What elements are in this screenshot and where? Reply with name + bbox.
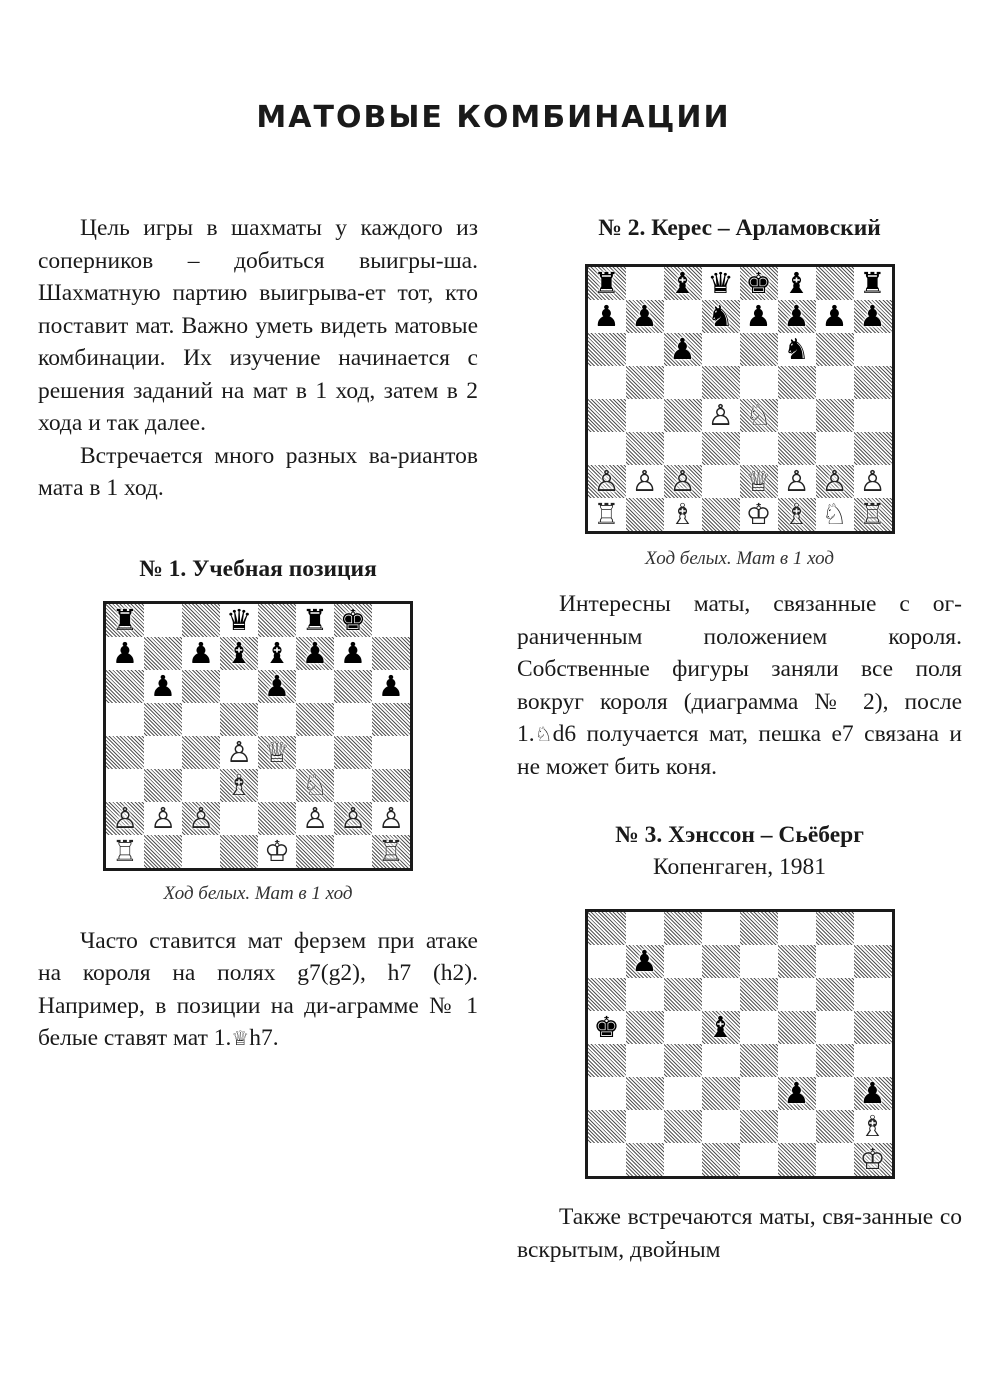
square-c2 — [182, 802, 220, 835]
square-b8 — [626, 912, 664, 945]
square-g6 — [334, 670, 372, 703]
square-f8 — [778, 267, 816, 300]
square-b2 — [626, 465, 664, 498]
square-f6 — [778, 978, 816, 1011]
square-d2 — [220, 802, 258, 835]
square-e7 — [740, 300, 778, 333]
square-a4 — [588, 1044, 626, 1077]
square-e3 — [740, 432, 778, 465]
square-f6 — [296, 670, 334, 703]
square-e6 — [740, 978, 778, 1011]
square-e7 — [740, 945, 778, 978]
square-a6 — [106, 670, 144, 703]
white-pawn-icon: ♙ — [859, 464, 886, 498]
white-queen-icon: ♕ — [231, 1026, 250, 1050]
square-f1 — [296, 835, 334, 868]
square-b5 — [144, 703, 182, 736]
square-d6 — [220, 670, 258, 703]
square-f4 — [778, 1044, 816, 1077]
square-h6 — [372, 670, 410, 703]
square-h4 — [854, 1044, 892, 1077]
square-c7 — [664, 945, 702, 978]
square-h7 — [854, 300, 892, 333]
black-bishop-icon: ♝ — [669, 266, 696, 300]
square-d1 — [702, 1143, 740, 1176]
black-pawn-icon: ♟ — [783, 299, 810, 333]
square-g5 — [816, 366, 854, 399]
square-g3 — [816, 432, 854, 465]
square-g4 — [816, 1044, 854, 1077]
square-a6 — [588, 333, 626, 366]
white-pawn-icon: ♙ — [593, 464, 620, 498]
white-bishop-icon: ♗ — [226, 767, 252, 802]
black-bishop-icon: ♝ — [783, 266, 810, 300]
square-g5 — [334, 703, 372, 736]
square-h7 — [854, 945, 892, 978]
variants-paragraph: Встречается много разных ва-риантов мата в 1 ход. — [38, 442, 478, 501]
square-a2 — [588, 1110, 626, 1143]
square-a3 — [588, 1077, 626, 1110]
square-b1 — [144, 835, 182, 868]
black-pawn-icon: ♟ — [783, 1076, 810, 1110]
square-d1 — [702, 498, 740, 531]
square-b5 — [626, 1011, 664, 1044]
square-g6 — [816, 978, 854, 1011]
diagram-2-title: № 2. Керес – Арламовский — [598, 215, 881, 241]
square-d4 — [702, 399, 740, 432]
square-f2 — [296, 802, 334, 835]
black-pawn-icon: ♟ — [859, 1076, 886, 1110]
diagram-1-caption: Ход белых. Мат в 1 ход — [163, 882, 353, 904]
black-pawn-icon: ♟ — [302, 635, 328, 670]
square-f8 — [296, 604, 334, 637]
restricted-king-text: Интересны маты, связанные с ог-раниченным положением короля. Собственные фигуры заняли все поля вокруг короля (диаграмма № 2), после 1. — [517, 591, 962, 747]
square-f2 — [778, 1110, 816, 1143]
square-c1 — [664, 1143, 702, 1176]
white-pawn-icon: ♙ — [188, 800, 214, 835]
square-e8 — [740, 267, 778, 300]
square-f5 — [296, 703, 334, 736]
square-b2 — [144, 802, 182, 835]
square-g2 — [334, 802, 372, 835]
white-pawn-icon: ♙ — [226, 734, 252, 769]
square-f1 — [778, 1143, 816, 1176]
white-pawn-icon: ♙ — [378, 800, 404, 835]
square-g1 — [816, 498, 854, 531]
square-h4 — [372, 736, 410, 769]
square-c1 — [664, 498, 702, 531]
queen-mate-move: h7. — [249, 1025, 279, 1051]
square-a8 — [106, 604, 144, 637]
square-f7 — [296, 637, 334, 670]
square-a3 — [588, 432, 626, 465]
square-d7 — [702, 945, 740, 978]
white-rook-icon: ♖ — [378, 833, 404, 868]
square-g4 — [816, 399, 854, 432]
square-f8 — [778, 912, 816, 945]
square-b1 — [626, 1143, 664, 1176]
white-bishop-icon: ♗ — [859, 1109, 886, 1143]
square-h3 — [854, 432, 892, 465]
black-king-icon: ♚ — [593, 1010, 620, 1044]
left-column — [38, 212, 478, 1055]
square-d5 — [220, 703, 258, 736]
square-f3 — [778, 1077, 816, 1110]
square-c3 — [664, 432, 702, 465]
square-e2 — [258, 802, 296, 835]
square-a8 — [588, 267, 626, 300]
white-king-icon: ♔ — [745, 497, 772, 531]
square-a5 — [106, 703, 144, 736]
square-h2 — [372, 802, 410, 835]
square-h1 — [854, 1143, 892, 1176]
white-knight-icon: ♘ — [534, 722, 553, 746]
black-pawn-icon: ♟ — [821, 299, 848, 333]
square-c4 — [182, 736, 220, 769]
square-e3 — [740, 1077, 778, 1110]
black-pawn-icon: ♟ — [378, 668, 404, 703]
square-c6 — [182, 670, 220, 703]
square-d2 — [702, 1110, 740, 1143]
square-c8 — [182, 604, 220, 637]
white-pawn-icon: ♙ — [150, 800, 176, 835]
square-b7 — [626, 300, 664, 333]
square-e6 — [258, 670, 296, 703]
square-a3 — [106, 769, 144, 802]
square-e6 — [740, 333, 778, 366]
square-h8 — [372, 604, 410, 637]
square-a2 — [588, 465, 626, 498]
square-a5 — [588, 1011, 626, 1044]
square-c5 — [182, 703, 220, 736]
square-a5 — [588, 366, 626, 399]
square-b6 — [626, 333, 664, 366]
square-a1 — [588, 498, 626, 531]
diagram-3-title: № 3. Хэнссон – Сьёберг — [615, 822, 864, 848]
square-h1 — [854, 498, 892, 531]
square-d2 — [702, 465, 740, 498]
black-bishop-icon: ♝ — [226, 635, 252, 670]
white-king-icon: ♔ — [264, 833, 290, 868]
square-b7 — [626, 945, 664, 978]
white-bishop-icon: ♗ — [783, 497, 810, 531]
square-b3 — [626, 432, 664, 465]
white-pawn-icon: ♙ — [707, 398, 734, 432]
square-a7 — [588, 300, 626, 333]
square-a4 — [588, 399, 626, 432]
square-g7 — [334, 637, 372, 670]
black-rook-icon: ♜ — [302, 602, 328, 637]
square-c6 — [664, 333, 702, 366]
square-f3 — [296, 769, 334, 802]
square-d7 — [702, 300, 740, 333]
square-f3 — [778, 432, 816, 465]
square-b4 — [626, 1044, 664, 1077]
square-e1 — [740, 1143, 778, 1176]
black-pawn-icon: ♟ — [859, 299, 886, 333]
white-pawn-icon: ♙ — [302, 800, 328, 835]
square-h5 — [854, 1011, 892, 1044]
square-c6 — [664, 978, 702, 1011]
white-king-icon: ♔ — [859, 1142, 886, 1176]
black-pawn-icon: ♟ — [745, 299, 772, 333]
square-a6 — [588, 978, 626, 1011]
square-g5 — [816, 1011, 854, 1044]
square-h7 — [372, 637, 410, 670]
white-rook-icon: ♖ — [112, 833, 138, 868]
square-d8 — [220, 604, 258, 637]
square-d3 — [702, 1077, 740, 1110]
white-queen-icon: ♕ — [745, 464, 772, 498]
black-pawn-icon: ♟ — [631, 944, 658, 978]
black-king-icon: ♚ — [340, 602, 366, 637]
black-pawn-icon: ♟ — [340, 635, 366, 670]
square-e5 — [258, 703, 296, 736]
square-e8 — [740, 912, 778, 945]
square-c7 — [664, 300, 702, 333]
square-e1 — [258, 835, 296, 868]
discovered-mate-paragraph: Также встречаются маты, свя-занные со вскрытым, двойным — [517, 1204, 962, 1263]
square-c8 — [664, 267, 702, 300]
black-pawn-icon: ♟ — [264, 668, 290, 703]
black-pawn-icon: ♟ — [593, 299, 620, 333]
diagram-2-board — [585, 264, 895, 534]
square-e4 — [740, 399, 778, 432]
square-b3 — [626, 1077, 664, 1110]
square-f7 — [778, 945, 816, 978]
black-pawn-icon: ♟ — [150, 668, 176, 703]
square-h6 — [854, 333, 892, 366]
square-h8 — [854, 267, 892, 300]
square-f5 — [778, 1011, 816, 1044]
square-d5 — [702, 1011, 740, 1044]
square-a7 — [588, 945, 626, 978]
square-e2 — [740, 1110, 778, 1143]
square-e2 — [740, 465, 778, 498]
restricted-king-paragraph — [517, 588, 962, 783]
black-rook-icon: ♜ — [112, 602, 138, 637]
square-e4 — [258, 736, 296, 769]
square-d4 — [220, 736, 258, 769]
square-d6 — [702, 978, 740, 1011]
square-c8 — [664, 912, 702, 945]
square-g3 — [334, 769, 372, 802]
square-a1 — [588, 1143, 626, 1176]
square-g2 — [816, 1110, 854, 1143]
square-g6 — [816, 333, 854, 366]
white-pawn-icon: ♙ — [783, 464, 810, 498]
white-knight-icon: ♘ — [745, 398, 772, 432]
square-g1 — [334, 835, 372, 868]
square-d4 — [702, 1044, 740, 1077]
queen-mate-paragraph — [38, 925, 478, 1055]
square-h2 — [854, 465, 892, 498]
square-c5 — [664, 366, 702, 399]
right-column — [517, 212, 962, 1266]
square-g3 — [816, 1077, 854, 1110]
square-f6 — [778, 333, 816, 366]
square-f5 — [778, 366, 816, 399]
square-b3 — [144, 769, 182, 802]
square-b6 — [144, 670, 182, 703]
white-pawn-icon: ♙ — [112, 800, 138, 835]
square-b2 — [626, 1110, 664, 1143]
square-f2 — [778, 465, 816, 498]
square-f1 — [778, 498, 816, 531]
square-d5 — [702, 366, 740, 399]
black-pawn-icon: ♟ — [112, 635, 138, 670]
black-queen-icon: ♛ — [226, 602, 252, 637]
square-c4 — [664, 1044, 702, 1077]
square-d6 — [702, 333, 740, 366]
square-h3 — [372, 769, 410, 802]
square-b1 — [626, 498, 664, 531]
black-pawn-icon: ♟ — [631, 299, 658, 333]
square-h6 — [854, 978, 892, 1011]
white-knight-icon: ♘ — [821, 497, 848, 531]
square-b4 — [144, 736, 182, 769]
square-h4 — [854, 399, 892, 432]
page-title: МАТОВЫЕ КОМБИНАЦИИ — [256, 100, 731, 135]
square-g8 — [816, 267, 854, 300]
white-pawn-icon: ♙ — [631, 464, 658, 498]
square-h8 — [854, 912, 892, 945]
square-e5 — [740, 366, 778, 399]
diagram-3-subtitle: Копенгаген, 1981 — [653, 854, 826, 880]
white-pawn-icon: ♙ — [821, 464, 848, 498]
square-e7 — [258, 637, 296, 670]
square-g8 — [816, 912, 854, 945]
white-queen-icon: ♕ — [264, 734, 290, 769]
square-b4 — [626, 399, 664, 432]
black-queen-icon: ♛ — [707, 266, 734, 300]
square-b8 — [144, 604, 182, 637]
square-e8 — [258, 604, 296, 637]
white-pawn-icon: ♙ — [340, 800, 366, 835]
square-g2 — [816, 465, 854, 498]
diagram-1-title: № 1. Учебная позиция — [139, 555, 377, 582]
square-d7 — [220, 637, 258, 670]
square-e1 — [740, 498, 778, 531]
square-c7 — [182, 637, 220, 670]
square-a7 — [106, 637, 144, 670]
square-d1 — [220, 835, 258, 868]
square-g8 — [334, 604, 372, 637]
square-b7 — [144, 637, 182, 670]
black-pawn-icon: ♟ — [188, 635, 214, 670]
square-a1 — [106, 835, 144, 868]
white-rook-icon: ♖ — [593, 497, 620, 531]
white-pawn-icon: ♙ — [669, 464, 696, 498]
square-b5 — [626, 366, 664, 399]
square-d8 — [702, 912, 740, 945]
black-bishop-icon: ♝ — [707, 1010, 734, 1044]
black-knight-icon: ♞ — [707, 299, 734, 333]
black-pawn-icon: ♟ — [669, 332, 696, 366]
black-knight-icon: ♞ — [783, 332, 810, 366]
square-c1 — [182, 835, 220, 868]
square-a8 — [588, 912, 626, 945]
white-knight-icon: ♘ — [302, 767, 328, 802]
diagram-2-caption: Ход белых. Мат в 1 ход — [644, 548, 835, 569]
white-bishop-icon: ♗ — [669, 497, 696, 531]
square-c2 — [664, 1110, 702, 1143]
square-e5 — [740, 1011, 778, 1044]
square-g7 — [816, 300, 854, 333]
square-a4 — [106, 736, 144, 769]
black-king-icon: ♚ — [745, 266, 772, 300]
square-c3 — [664, 1077, 702, 1110]
black-rook-icon: ♜ — [593, 266, 620, 300]
diagram-3-board — [585, 909, 895, 1179]
square-e3 — [258, 769, 296, 802]
square-b8 — [626, 267, 664, 300]
square-h2 — [854, 1110, 892, 1143]
square-c3 — [182, 769, 220, 802]
square-d3 — [702, 432, 740, 465]
square-b6 — [626, 978, 664, 1011]
diagram-1-board — [103, 601, 413, 871]
restricted-king-tail: d6 получается мат, пешка е7 связана и не может бить коня. — [517, 721, 962, 780]
black-bishop-icon: ♝ — [264, 635, 290, 670]
square-d3 — [220, 769, 258, 802]
square-h1 — [372, 835, 410, 868]
square-g1 — [816, 1143, 854, 1176]
square-g7 — [816, 945, 854, 978]
square-f4 — [296, 736, 334, 769]
square-f7 — [778, 300, 816, 333]
square-g4 — [334, 736, 372, 769]
square-c5 — [664, 1011, 702, 1044]
queen-mate-text: Часто ставится мат ферзем при атаке на короля на полях g7(g2), h7 (h2). Например, в позиции на ди-аграмме № 1 белые ставят мат 1. — [38, 927, 478, 1051]
square-d8 — [702, 267, 740, 300]
square-c2 — [664, 465, 702, 498]
square-c4 — [664, 399, 702, 432]
square-f4 — [778, 399, 816, 432]
square-a2 — [106, 802, 144, 835]
black-rook-icon: ♜ — [859, 266, 886, 300]
square-e4 — [740, 1044, 778, 1077]
square-h3 — [854, 1077, 892, 1110]
intro-paragraph: Цель игры в шахматы у каждого из соперников – добиться выигры-ша. Шахматную партию выигрыва-ет тот, кто поставит мат. Важно уметь видеть матовые комбинации. Их изучение начинается с решения заданий на мат в 1 ход, затем в 2 хода и так далее. — [38, 215, 478, 436]
square-h5 — [372, 703, 410, 736]
white-rook-icon: ♖ — [859, 497, 886, 531]
square-h5 — [854, 366, 892, 399]
